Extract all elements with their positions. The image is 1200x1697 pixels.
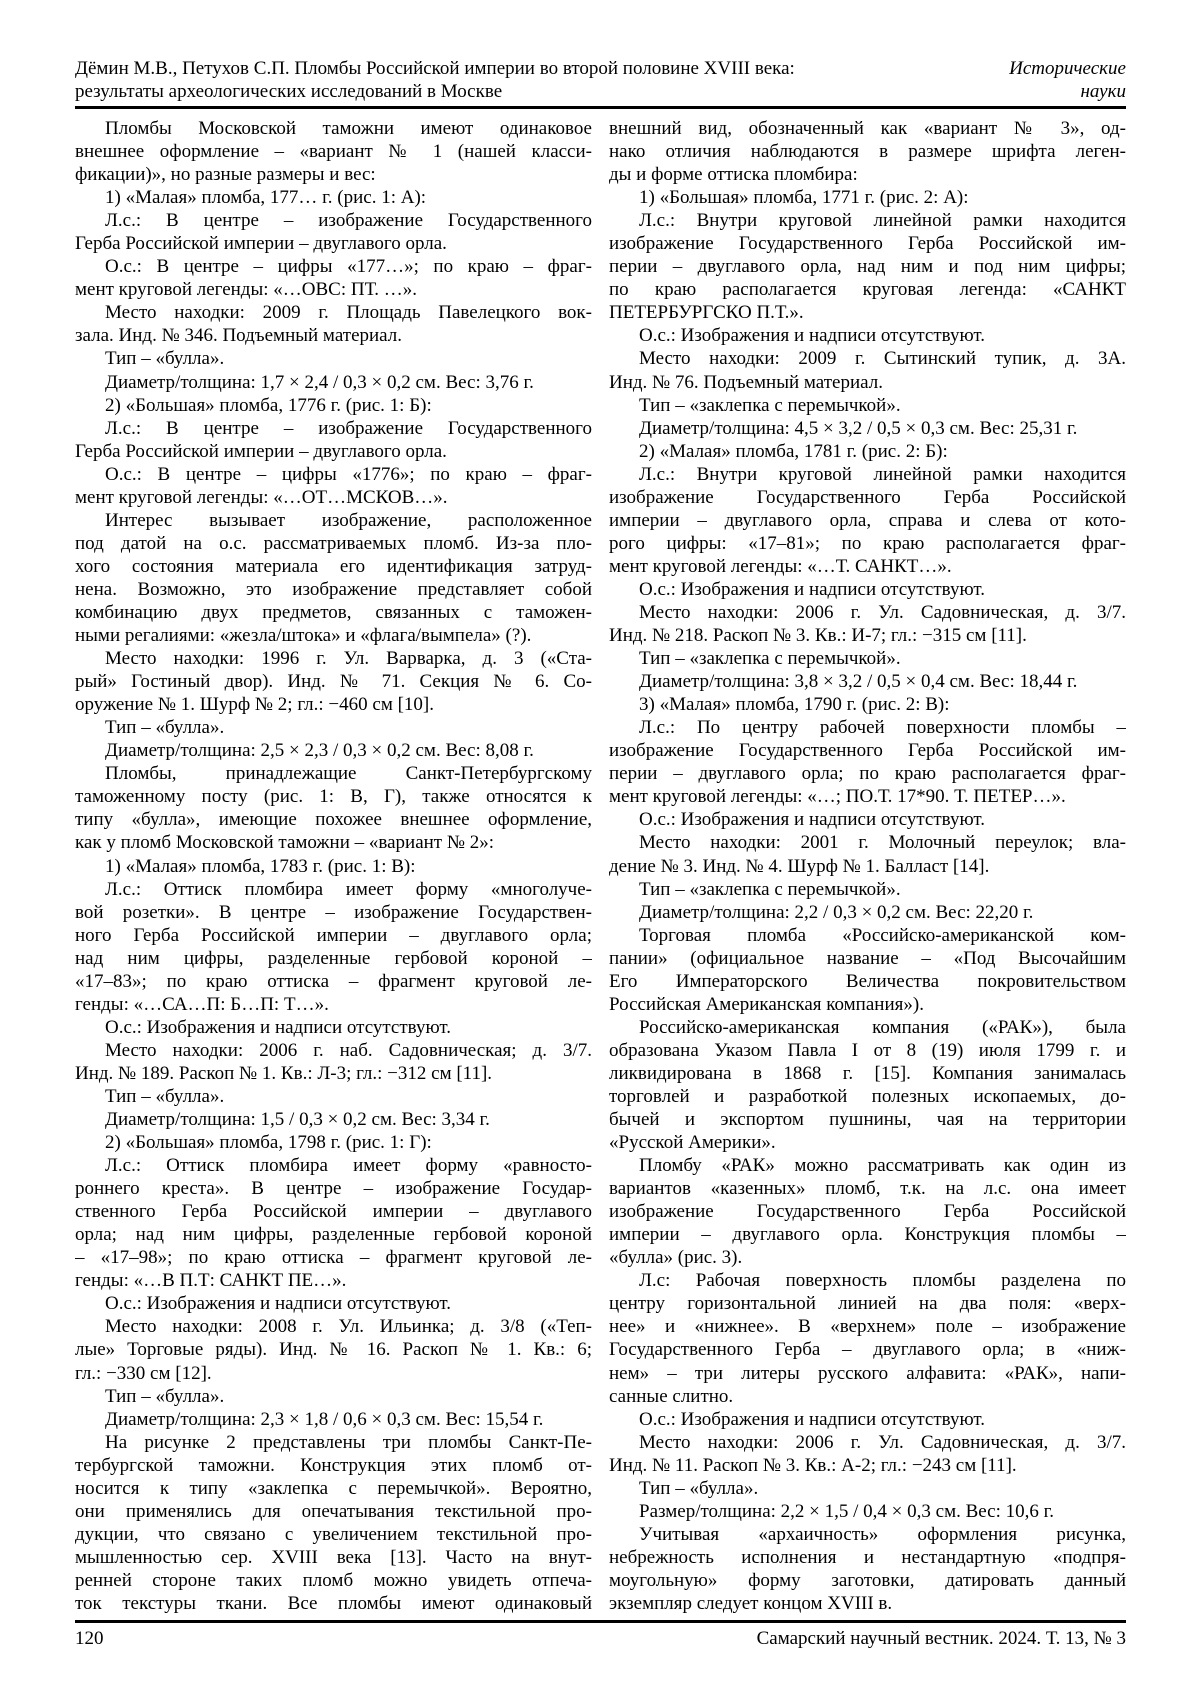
text-line: внешнее оформление – «вариант № 1 (нашей класси- bbox=[75, 141, 592, 163]
text-line: мент круговой легенды: «…Т. САНКТ…». bbox=[609, 555, 952, 577]
text-line: генды: «…СА…П: Б…П: Т…». bbox=[75, 993, 329, 1015]
text-line: мышленностью сер. XVIII века [13]. Часто на внут- bbox=[75, 1546, 592, 1568]
text-line: Место находки: 2006 г. наб. Садовническая; д. 3/7. bbox=[105, 1039, 592, 1061]
text-line: Диаметр/толщина: 4,5 × 3,2 / 0,5 × 0,3 см. Вес: 25,31 г. bbox=[639, 417, 1078, 439]
text-line: «Русской Америки». bbox=[609, 1132, 776, 1154]
two-column-body bbox=[75, 117, 1126, 1615]
running-title-line1: Дёмин М.В., Петухов С.П. Пломбы Российской империи во второй половине XVIII века: bbox=[75, 58, 795, 79]
text-line: Интерес вызывает изображение, расположенное bbox=[105, 509, 592, 531]
text-line: Место находки: 2006 г. Ул. Садовническая, д. 3/7. bbox=[639, 1431, 1126, 1453]
text-line: Диаметр/толщина: 2,2 / 0,3 × 0,2 см. Вес: 22,20 г. bbox=[639, 901, 1034, 923]
text-line: лые» Торговые ряды). Инд. № 16. Раскоп № 1. Кв.: 6; bbox=[75, 1339, 592, 1361]
text-line: Инд. № 189. Раскоп № 1. Кв.: Л-3; гл.: −312 см [11]. bbox=[75, 1062, 493, 1084]
text-line: ток текстуры ткани. Все пломбы имеют одинаковый bbox=[75, 1593, 592, 1614]
text-line: О.с.: В центре – цифры «177…»; по краю – фраг- bbox=[105, 256, 592, 278]
text-line: Тип – «заклепка с перемычкой». bbox=[639, 648, 901, 670]
text-line: «17–83»; по краю оттиска – фрагмент круговой ле- bbox=[75, 970, 592, 992]
running-title-line2: результаты археологических исследований в Москве bbox=[75, 81, 503, 102]
text-line: Диаметр/толщина: 1,5 / 0,3 × 0,2 см. Вес: 3,34 г. bbox=[105, 1109, 490, 1131]
text-line: таможенному посту (рис. 1: В, Г), также относятся к bbox=[75, 786, 592, 808]
text-line: Государственного Герба – двуглавого орла; в «ниж- bbox=[609, 1339, 1126, 1361]
text-line: На рисунке 2 представлены три пломбы Санкт-Пе- bbox=[105, 1431, 592, 1453]
text-line: орла; над ним цифры, разделенные гербовой короной bbox=[75, 1224, 592, 1246]
text-line: Тип – «заклепка с перемычкой». bbox=[639, 394, 901, 416]
text-line: комбинацию двух предметов, связанных с таможен- bbox=[75, 601, 592, 623]
text-line: 1) «Малая» пломба, 177… г. (рис. 1: А): bbox=[105, 187, 427, 209]
page-number: 120 bbox=[75, 1628, 104, 1650]
text-line: хого состояния материала его идентификация затруд- bbox=[75, 555, 592, 577]
text-line: ликвидирована в 1868 г. [15]. Компания занималась bbox=[609, 1062, 1126, 1084]
text-line: дение № 3. Инд. № 4. Шурф № 1. Балласт [14]. bbox=[609, 855, 990, 877]
text-line: Л.с.: Внутри круговой линейной рамки находится bbox=[639, 210, 1126, 232]
text-line: Место находки: 2009 г. Сытинский тупик, д. 3А. bbox=[639, 348, 1126, 370]
text-line: небрежность исполнения и нестандартную «подпря- bbox=[609, 1546, 1126, 1568]
section-label-line2: науки bbox=[1080, 81, 1126, 102]
text-line: Л.с: Рабочая поверхность пломбы разделена по bbox=[639, 1270, 1126, 1292]
text-line: Л.с.: В центре – изображение Государственного bbox=[105, 210, 592, 232]
text-line: Место находки: 2001 г. Молочный переулок; вла- bbox=[639, 832, 1126, 854]
text-line: изображение Государственного Герба Российской им- bbox=[609, 233, 1126, 255]
text-line: внешний вид, обозначенный как «вариант № 3», од- bbox=[609, 118, 1126, 139]
text-line: О.с.: Изображения и надписи отсутствуют. bbox=[639, 578, 986, 600]
text-line: над ним цифры, разделенные гербовой короной – bbox=[75, 947, 592, 969]
text-line: зала. Инд. № 346. Подъемный материал. bbox=[75, 325, 402, 347]
text-line: нем» – три литеры русского алфавита: «РАК», напи- bbox=[609, 1362, 1126, 1384]
text-line: перии – двуглавого орла; по краю располагается фраг- bbox=[609, 763, 1126, 785]
text-line: О.с.: Изображения и надписи отсутствуют. bbox=[639, 809, 986, 831]
text-line: по краю располагается круговая легенда: «САНКТ bbox=[609, 279, 1126, 301]
journal-reference: Самарский научный вестник. 2024. Т. 13, № 3 bbox=[756, 1628, 1126, 1650]
text-line: рый» Гостиный двор). Инд. № 71. Секция № 6. Со- bbox=[75, 671, 592, 693]
column-right bbox=[609, 117, 1126, 1615]
text-line: изображение Государственного Герба Российской им- bbox=[609, 740, 1126, 762]
text-line: Тип – «заклепка с перемычкой». bbox=[639, 878, 901, 900]
text-line: 2) «Большая» пломба, 1798 г. (рис. 1: Г): bbox=[105, 1132, 432, 1154]
text-line: тербургской таможни. Конструкция этих пломб от- bbox=[75, 1454, 592, 1476]
column-left bbox=[75, 117, 592, 1615]
text-line: фикации)», но разные размеры и вес: bbox=[75, 164, 376, 186]
text-line: Диаметр/толщина: 2,3 × 1,8 / 0,6 × 0,3 см. Вес: 15,54 г. bbox=[105, 1408, 544, 1430]
text-line: нее» и «нижнее». В «верхнем» поле – изображение bbox=[609, 1316, 1126, 1338]
text-line: империи – двуглавого орла, справа и слева от кото- bbox=[609, 509, 1126, 531]
text-line: ными регалиями: «жезла/штока» и «флага/вымпела» (?). bbox=[75, 625, 532, 647]
text-line: Инд. № 218. Раскоп № 3. Кв.: И-7; гл.: −315 см [11]. bbox=[609, 625, 1027, 647]
text-line: Диаметр/толщина: 3,8 × 3,2 / 0,5 × 0,4 см. Вес: 18,44 г. bbox=[639, 671, 1078, 693]
text-line: ного Герба Российской империи – двуглавого орла; bbox=[75, 924, 592, 946]
text-line: гл.: −330 см [12]. bbox=[75, 1362, 212, 1384]
text-line: носится к типу «заклепка с перемычкой». Вероятно, bbox=[75, 1477, 592, 1499]
text-line: Пломбу «РАК» можно рассматривать как один из bbox=[639, 1155, 1126, 1177]
text-line: 2) «Малая» пломба, 1781 г. (рис. 2: Б): bbox=[639, 440, 948, 462]
text-line: Место находки: 2009 г. Площадь Павелецкого вок- bbox=[105, 302, 592, 324]
running-title bbox=[75, 57, 795, 103]
text-line: Место находки: 1996 г. Ул. Варварка, д. 3 («Ста- bbox=[105, 648, 592, 670]
text-line: Место находки: 2006 г. Ул. Садовническая, д. 3/7. bbox=[639, 601, 1126, 623]
text-line: Тип – «булла». bbox=[105, 717, 225, 739]
text-line: санные слитно. bbox=[609, 1385, 734, 1407]
text-line: Учитывая «архаичность» оформления рисунка, bbox=[639, 1523, 1126, 1545]
section-label bbox=[1009, 57, 1126, 103]
text-line: – «17–98»; по краю оттиска – фрагмент круговой ле- bbox=[75, 1247, 592, 1269]
text-line: империи – двуглавого орла. Конструкция пломбы – bbox=[609, 1224, 1126, 1246]
text-line: ды и форме оттиска пломбира: bbox=[609, 164, 858, 186]
text-line: О.с.: В центре – цифры «1776»; по краю – фраг- bbox=[105, 463, 592, 485]
text-line: О.с.: Изображения и надписи отсутствуют. bbox=[639, 325, 986, 347]
text-line: Тип – «булла». bbox=[105, 348, 225, 370]
text-line: Л.с.: В центре – изображение Государственного bbox=[105, 417, 592, 439]
text-line: пании» (официальное название – «Под Высочайшим bbox=[609, 947, 1126, 969]
text-line: 1) «Большая» пломба, 1771 г. (рис. 2: А): bbox=[639, 187, 969, 209]
text-line: Торговая пломба «Российско-американской ком- bbox=[639, 924, 1126, 946]
text-line: Л.с.: Оттиск пломбира имеет форму «многолуче- bbox=[105, 878, 592, 900]
text-line: О.с.: Изображения и надписи отсутствуют. bbox=[105, 1293, 452, 1315]
text-line: экземпляр следует концом XVIII в. bbox=[609, 1593, 893, 1614]
text-line: Л.с.: Оттиск пломбира имеет форму «равносто- bbox=[105, 1155, 592, 1177]
text-line: Диаметр/толщина: 2,5 × 2,3 / 0,3 × 0,2 см. Вес: 8,08 г. bbox=[105, 740, 534, 762]
text-line: мент круговой легенды: «…ОВС: ПТ. …». bbox=[75, 279, 418, 301]
text-line: 3) «Малая» пломба, 1790 г. (рис. 2: В): bbox=[639, 694, 950, 716]
text-line: образована Указом Павла I от 8 (19) июля 1799 г. и bbox=[609, 1039, 1126, 1061]
text-line: Место находки: 2008 г. Ул. Ильинка; д. 3/8 («Теп- bbox=[105, 1316, 592, 1338]
text-line: вой розетки». В центре – изображение Государствен- bbox=[75, 901, 592, 923]
text-line: изображение Государственного Герба Российской bbox=[609, 1201, 1126, 1223]
text-line: под датой на о.с. рассматриваемых пломб. Из-за пло- bbox=[75, 532, 592, 554]
text-line: перии – двуглавого орла, над ним и под ним цифры; bbox=[609, 256, 1126, 278]
text-line: Пломбы, принадлежащие Санкт-Петербургскому bbox=[105, 763, 592, 785]
text-line: они применялись для опечатывания текстильной про- bbox=[75, 1500, 592, 1522]
text-line: 1) «Малая» пломба, 1783 г. (рис. 1: В): bbox=[105, 855, 416, 877]
page-header bbox=[75, 57, 1126, 109]
text-line: мент круговой легенды: «…; ПО.Т. 17*90. Т. ПЕТЕР…». bbox=[609, 786, 1066, 808]
text-line: Пломбы Московской таможни имеют одинаковое bbox=[105, 118, 592, 139]
text-line: роннего креста». В центре – изображение Государ- bbox=[75, 1178, 592, 1200]
text-line: Российско-американская компания («РАК»), была bbox=[639, 1016, 1126, 1038]
text-line: дукции, что связано с увеличением текстильной про- bbox=[75, 1523, 592, 1545]
text-line: Л.с.: По центру рабочей поверхности пломбы – bbox=[639, 717, 1126, 739]
text-line: ственного Герба Российской империи – двуглавого bbox=[75, 1201, 592, 1223]
text-line: оружение № 1. Шурф № 2; гл.: −460 см [10]. bbox=[75, 694, 435, 716]
text-line: Его Императорского Величества покровительством bbox=[609, 970, 1126, 992]
text-line: Российская Американская компания»). bbox=[609, 993, 924, 1015]
text-line: нако отличия наблюдаются в размере шрифта леген- bbox=[609, 141, 1126, 163]
text-line: ренней стороне таких пломб можно увидеть отпеча- bbox=[75, 1569, 592, 1591]
text-line: Диаметр/толщина: 1,7 × 2,4 / 0,3 × 0,2 см. Вес: 3,76 г. bbox=[105, 371, 534, 393]
text-line: Герба Российской империи – двуглавого орла. bbox=[75, 233, 447, 255]
page-footer bbox=[75, 1620, 1126, 1650]
text-line: «булла» (рис. 3). bbox=[609, 1247, 743, 1269]
text-line: бычей и экспортом пушнины, чая на территории bbox=[609, 1109, 1126, 1131]
text-line: О.с.: Изображения и надписи отсутствуют. bbox=[105, 1016, 452, 1038]
text-line: генды: «…В П.Т: САНКТ ПЕ…». bbox=[75, 1270, 347, 1292]
text-line: 2) «Большая» пломба, 1776 г. (рис. 1: Б): bbox=[105, 394, 432, 416]
text-line: Тип – «булла». bbox=[105, 1385, 225, 1407]
text-line: Инд. № 11. Раскоп № 3. Кв.: А-2; гл.: −243 см [11]. bbox=[609, 1454, 1017, 1476]
text-line: О.с.: Изображения и надписи отсутствуют. bbox=[639, 1408, 986, 1430]
text-line: Герба Российской империи – двуглавого орла. bbox=[75, 440, 447, 462]
text-line: Тип – «булла». bbox=[105, 1085, 225, 1107]
text-line: как у пломб Московской таможни – «вариант № 2»: bbox=[75, 832, 495, 854]
text-line: ПЕТЕРБУРГСКО П.Т.». bbox=[609, 302, 804, 324]
text-line: Л.с.: Внутри круговой линейной рамки находится bbox=[639, 463, 1126, 485]
text-line: торговлей и разработкой полезных ископаемых, до- bbox=[609, 1085, 1126, 1107]
text-line: вариантов «казенных» пломб, т.к. на л.с. она имеет bbox=[609, 1178, 1126, 1200]
text-line: центру горизонтальной линией на два поля: «верх- bbox=[609, 1293, 1126, 1315]
text-line: нена. Возможно, это изображение представляет собой bbox=[75, 578, 592, 600]
section-label-line1: Исторические bbox=[1009, 58, 1126, 79]
text-line: моугольную» форму заготовки, датировать данный bbox=[609, 1569, 1126, 1591]
text-line: Размер/толщина: 2,2 × 1,5 / 0,4 × 0,3 см. Вес: 10,6 г. bbox=[639, 1500, 1055, 1522]
text-line: мент круговой легенды: «…ОТ…МСКОВ…». bbox=[75, 486, 448, 508]
text-line: Инд. № 76. Подъемный материал. bbox=[609, 371, 883, 393]
text-line: Тип – «булла». bbox=[639, 1477, 759, 1499]
text-line: типу «булла», имеющие похожее внешнее оформление, bbox=[75, 809, 592, 831]
text-line: изображение Государственного Герба Российской bbox=[609, 486, 1126, 508]
text-line: рого цифры: «17–81»; по краю располагается фраг- bbox=[609, 532, 1126, 554]
